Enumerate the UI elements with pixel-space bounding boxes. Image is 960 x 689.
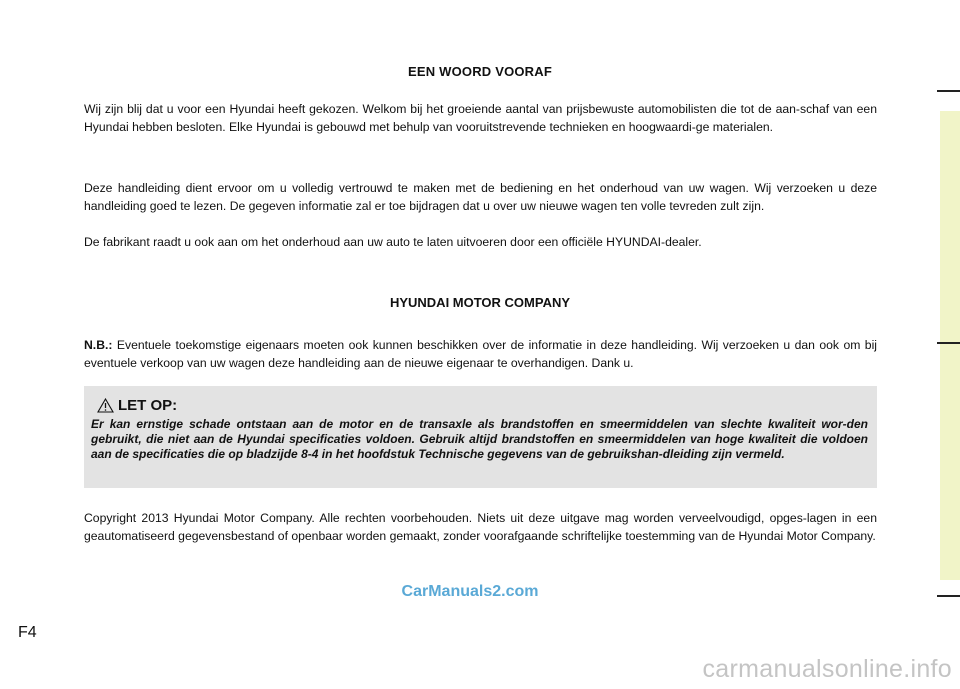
note-label: N.B.: [84, 338, 113, 352]
margin-rule [937, 90, 960, 92]
copyright-paragraph: Copyright 2013 Hyundai Motor Company. Alle rechten voorbehouden. Niets uit deze uitgave mag worden verveelvoudigd, opges-lagen in een geautomatiseerd gegevensbestand of openbaar worden gemaakt, zonder voorafgaande schriftelijke toestemming van de Hyundai Motor Company. [84, 511, 877, 543]
caution-header [97, 395, 177, 415]
note-paragraph [84, 337, 877, 372]
company-name: HYUNDAI MOTOR COMPANY [389, 295, 571, 310]
margin-rule [937, 342, 960, 344]
page-number: F4 [18, 624, 37, 641]
site-watermark: CarManuals2.com [401, 583, 539, 600]
footer-watermark: carmanualsonline.info [702, 655, 952, 683]
caution-text: Er kan ernstige schade ontstaan aan de motor en de transaxle als brandstoffen en smeermiddelen van slechte kwaliteit wor-den gebruikt, die niet aan de Hyundai specificaties voldoen. Gebruik altijd brandstoffen en smeermiddelen van hoge kwaliteit die voldoen aan de specificaties die op bladzijde 8-4 in het hoofdstuk Technische gegevens van de gebruikshan-dleiding zijn vermeld. [91, 417, 868, 461]
intro-paragraph: Wij zijn blij dat u voor een Hyundai heeft gekozen. Welkom bij het groeiende aantal van prijsbewuste automobilisten die tot de aan-schaf van een Hyundai hebben besloten. Elke Hyundai is gebouwd met behulp van vooruitstrevende technieken en hoogwaardi-ge materialen. [84, 102, 877, 134]
margin-rule [937, 595, 960, 597]
side-tab [940, 111, 960, 580]
caution-box [84, 386, 877, 488]
caution-title: LET OP: [118, 396, 178, 414]
dealer-service-paragraph: De fabrikant raadt u ook aan om het onderhoud aan uw auto te laten uitvoeren door een officiële HYUNDAI-dealer. [84, 235, 702, 249]
manual-purpose-paragraph: Deze handleiding dient ervoor om u volledig vertrouwd te maken met de bediening en het onderhoud van uw wagen. Wij verzoeken u deze handleiding goed te lezen. De gegeven informatie zal er toe bijdragen dat u over uw nieuwe wagen ten volle tevreden zult zijn. [84, 181, 877, 213]
page-heading: EEN WOORD VOORAF [407, 64, 553, 79]
note-text: Eventuele toekomstige eigenaars moeten ook kunnen beschikken over de informatie in deze handleiding. Wij verzoeken u dan ook om bij eventuele verkoop van uw wagen deze handleiding aan de nieuwe eigenaar te overhandigen. Dank u. [84, 338, 877, 370]
warning-triangle-icon [97, 398, 114, 413]
